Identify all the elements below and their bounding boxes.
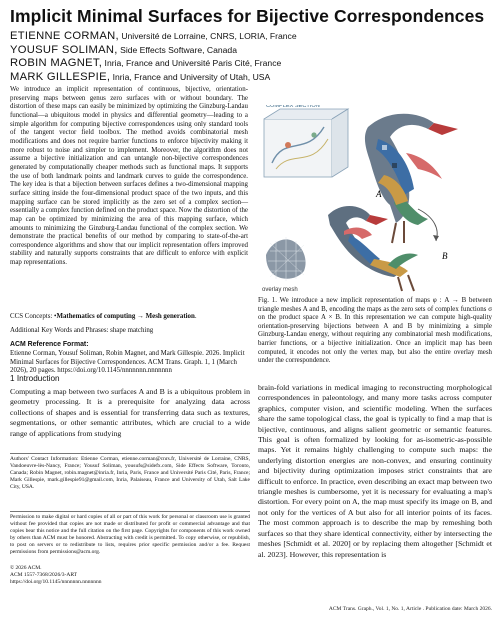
- author-contact-note: Authors' Contact Information: Etienne Corman, etienne.corman@cnrs.fr, Université de Lorraine, CNRS, Vandoeuvre-lès-Nancy, France; Yousuf Soliman, yousufs@sidefx.com, Side Effects Software, Toronto, Canada; Robin Magnet, robin.magnet@inria.fr, Inria, Paris, France and Université Paris Cité, Paris, France; Mark Gillespie, mark.gillespie91@gmail.com, Inria, Palaiseau, France and University of Utah, Salt Lake City, USA.: [10, 456, 250, 490]
- figure-1: [258, 105, 494, 295]
- overlay-mesh-inset: [266, 237, 306, 281]
- figure-label-a: A: [376, 189, 382, 199]
- author-affiliation: Inria, France and Université Paris Cité, France: [102, 58, 282, 69]
- author-list: [10, 30, 340, 84]
- author-name: MARK GILLESPIE,: [10, 70, 111, 83]
- figure-illustration: [258, 105, 494, 295]
- intro-paragraph: Computing a map between two surfaces A and B is a ubiquitous problem in geometry processing. It is a prerequisite for analyzing data across collections of shapes and is essential for transferring data such as textures, segmentations, or other semantic attributes, which are crucial to a wide range of applications from studying: [10, 387, 250, 438]
- ccs-concept: Mathematics of computing → Mesh generation: [56, 313, 195, 320]
- copyright-block: [10, 565, 250, 587]
- reference-format-body: Etienne Corman, Yousuf Soliman, Robin Magnet, and Mark Gillespie. 2026. Implicit Minimal Surfaces for Bijective Correspondences. ACM Trans. Graph. 1, 1 (March 2026), 20 pages. https://doi.org/10.1145/nnnnnnn.nnnnnnn: [10, 350, 245, 375]
- copyright-line: ACM 1557-7368/2026/3-ART: [10, 572, 78, 579]
- body-text-right-column: brain-fold variations in medical imaging to reconstructing morphological correspondences in paleontology, and many more tasks across computer graphics, computer vision, and scientific modeling. When the surfaces share the same topological class, the goal is typically to find a map that is bijective, continuous, and aligns salient geometric or semantic features. This goal is often formalized by looking for as-isometric-as-possible maps. Yet it remains highly challenging to compute such maps: the underlying distortion energies are non-convex, and ensuring continuity and bijectivity during optimization imposes strict constraints that are difficult to enforce. In practice, even describing an exact map between two triangle meshes is cumbersome, yet it is necessary for evaluating a map's distortion. For every point on A, the map must specify its image on B, and not only for the vertices of A but also for all interior points of its faces. The most common approach is to describe the map by remeshing both surfaces so that they share identical connectivity, either by intersecting the meshes [Schmidt et al. 2020] or by replacing them altogether [Schmidt et al. 2023]. However, this representation is: [258, 383, 492, 559]
- ccs-label: CCS Concepts: •: [10, 313, 57, 320]
- author-2: [10, 44, 340, 58]
- figure-label-complex-section: COMPLEX SECTION: [266, 105, 320, 109]
- ccs-end: .: [194, 313, 197, 320]
- figure-label-b: B: [442, 251, 448, 261]
- author-name: YOUSUF SOLIMAN,: [10, 43, 118, 56]
- footnote-divider: [10, 453, 250, 454]
- permission-notice: Permission to make digital or hard copies of all or part of this work for personal or classroom use is granted without fee provided that copies are not made or distributed for profit or commercial advantage and that copies bear this notice and the full citation on the first page. Copyrights for components of this work owned by others than ACM must be honored. Abstracting with credit is permitted. To copy otherwise, or republish, to post on servers or to redistribute to lists, requires prior specific permission and/or a fee. Request permissions from permissions@acm.org.: [10, 514, 250, 555]
- ccs-concepts: [10, 313, 250, 320]
- shape-b-model: [328, 206, 418, 291]
- section-heading: 1 Introduction: [10, 374, 60, 383]
- footnote-divider: [10, 511, 250, 512]
- page-footer: ACM Trans. Graph., Vol. 1, No. 1, Article . Publication date: March 2026.: [328, 606, 492, 612]
- figure-caption: Fig. 1. We introduce a new implicit representation of maps φ : A → B between triangle meshes A and B, encoding the maps as the zero sets of complex functions σ on the product space A × B. In this representation we can compute high-quality orientation-preserving bijections between A and B by minimizing a simple Ginzburg-Landau energy, without requiring any combinatorial mesh modifications, barrier functions, or a bijective initialization. Once an implicit map has been computed, it encodes not only the vertex map, but also the entire overlay mesh under the correspondence.: [258, 297, 492, 365]
- author-affiliation: Inria, France and University of Utah, USA: [110, 71, 271, 82]
- shape-a-model: [365, 114, 458, 243]
- figure-label-overlay: overlay mesh: [262, 287, 298, 293]
- abstract: We introduce an implicit representation of continuous, bijective, orientation-preserving maps between genus zero surfaces with or without boundary. The distortion of these maps can easily be minimized by optimizing the Ginzburg-Landau functional—a ubiquitous model in physics and differential geometry—leading to a simple algorithm for computing bijective correspondences using only standard tools of the tangent vector field toolbox. The method avoids combinatorial mesh modifications and does not require barrier functions to enforce bijectivity making it more robust to noise and simpler to implement. Moreover, the algorithm does not assume a bijective initialization and can untangle non-bijective correspondences generated by computationally cheaper methods such as functional maps. It supports the use of both landmark points and landmark curves to guide the correspondence. The key idea is that a bijection between surfaces defines a two-dimensional mapping surface sitting inside the four-dimensional product space of the two inputs, and this mapping surface can be stored implicitly as the zero set of a complex section—essentially a complex function defined on the product space. Now the distortion of the map can be optimized by minimizing the area of this mapping surface, which amounts to minimizing the Ginzburg-Landau functional of the complex section. We demonstrate the practical benefits of our method by comparing to state-of-the-art correspondence algorithms and show that our implicit representation offers improved stability and naturally supports constraints that are difficult to enforce with explicit map representations.: [10, 86, 248, 267]
- reference-format-heading: ACM Reference Format:: [10, 341, 89, 348]
- author-affiliation: Side Effects Software, Canada: [117, 44, 237, 55]
- doi-link: https://doi.org/10.1145/nnnnnnn.nnnnnnn: [10, 579, 102, 586]
- author-affiliation: Université de Lorraine, CNRS, LORIA, France: [118, 31, 297, 41]
- paper-title: Implicit Minimal Surfaces for Bijective Correspondences: [10, 6, 485, 26]
- author-name: ETIENNE CORMAN,: [10, 30, 119, 42]
- map-arrow-head: [433, 235, 439, 241]
- author-4: [10, 71, 340, 85]
- author-3: [10, 57, 340, 71]
- author-1: [10, 30, 340, 44]
- author-name: ROBIN MAGNET,: [10, 57, 103, 70]
- copyright-line: © 2026 ACM.: [10, 565, 42, 571]
- keywords: Additional Key Words and Phrases: shape matching: [10, 327, 154, 334]
- complex-section-cube: [264, 109, 348, 177]
